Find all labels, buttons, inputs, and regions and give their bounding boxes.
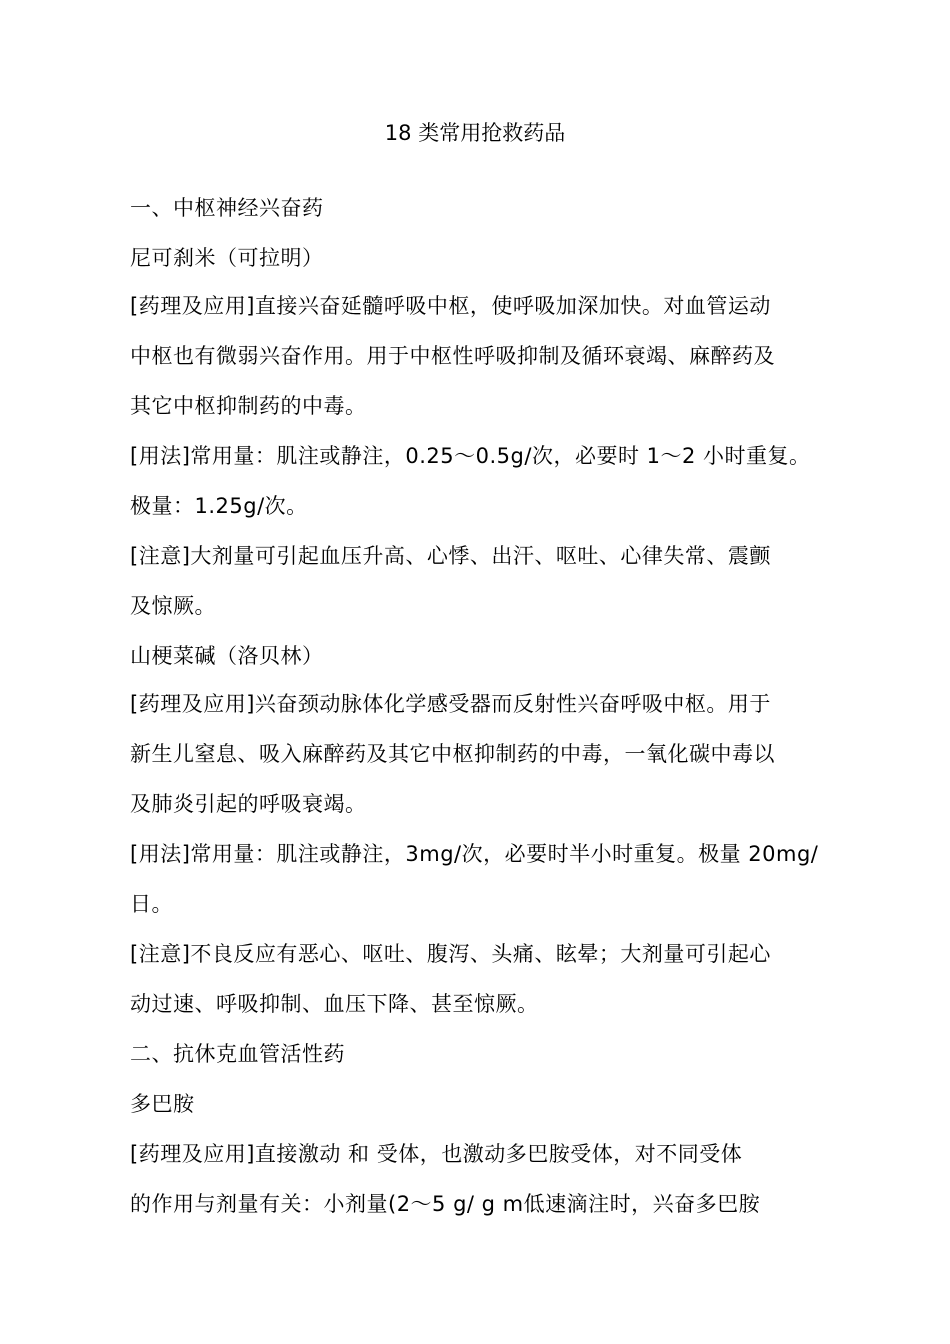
paragraph-line: [用法]常用量：肌注或静注，3mg/次，必要时半小时重复。极量 20mg/ <box>130 842 819 866</box>
drug-name-dopamine: 多巴胺 <box>130 1092 195 1116</box>
section-heading-anti-shock-vasoactive: 二、抗休克血管活性药 <box>130 1042 345 1066</box>
paragraph-line: 日。 <box>130 892 173 916</box>
drug-name-nikethamide: 尼可刹米（可拉明） <box>130 246 324 270</box>
document-title: 18 类常用抢救药品 <box>384 121 566 145</box>
paragraph-line: [注意]大剂量可引起血压升高、心悸、出汗、呕吐、心律失常、震颤 <box>130 544 771 568</box>
paragraph-line: 动过速、呼吸抑制、血压下降、甚至惊厥。 <box>130 992 539 1016</box>
paragraph-line: 中枢也有微弱兴奋作用。用于中枢性呼吸抑制及循环衰竭、麻醉药及 <box>130 344 775 368</box>
paragraph-line: [注意]不良反应有恶心、呕吐、腹泻、头痛、眩晕；大剂量可引起心 <box>130 942 771 966</box>
paragraph-line: [用法]常用量：肌注或静注，0.25～0.5g/次，必要时 1～2 小时重复。 <box>130 444 811 468</box>
section-heading-cns-stimulants: 一、中枢神经兴奋药 <box>130 196 324 220</box>
paragraph-line: 极量：1.25g/次。 <box>130 494 308 518</box>
paragraph-line: 及肺炎引起的呼吸衰竭。 <box>130 792 367 816</box>
paragraph-line: [药理及应用]直接兴奋延髓呼吸中枢，使呼吸加深加快。对血管运动 <box>130 294 771 318</box>
paragraph-line: 及惊厥。 <box>130 594 216 618</box>
paragraph-line: [药理及应用]直接激动 和 受体，也激动多巴胺受体，对不同受体 <box>130 1142 743 1166</box>
paragraph-line: 的作用与剂量有关：小剂量(2～5 g/ g m低速滴注时，兴奋多巴胺 <box>130 1192 761 1216</box>
drug-name-lobeline: 山梗菜碱（洛贝林） <box>130 644 324 668</box>
paragraph-line: 其它中枢抑制药的中毒。 <box>130 394 367 418</box>
paragraph-line: 新生儿窒息、吸入麻醉药及其它中枢抑制药的中毒，一氧化碳中毒以 <box>130 742 775 766</box>
paragraph-line: [药理及应用]兴奋颈动脉体化学感受器而反射性兴奋呼吸中枢。用于 <box>130 692 771 716</box>
